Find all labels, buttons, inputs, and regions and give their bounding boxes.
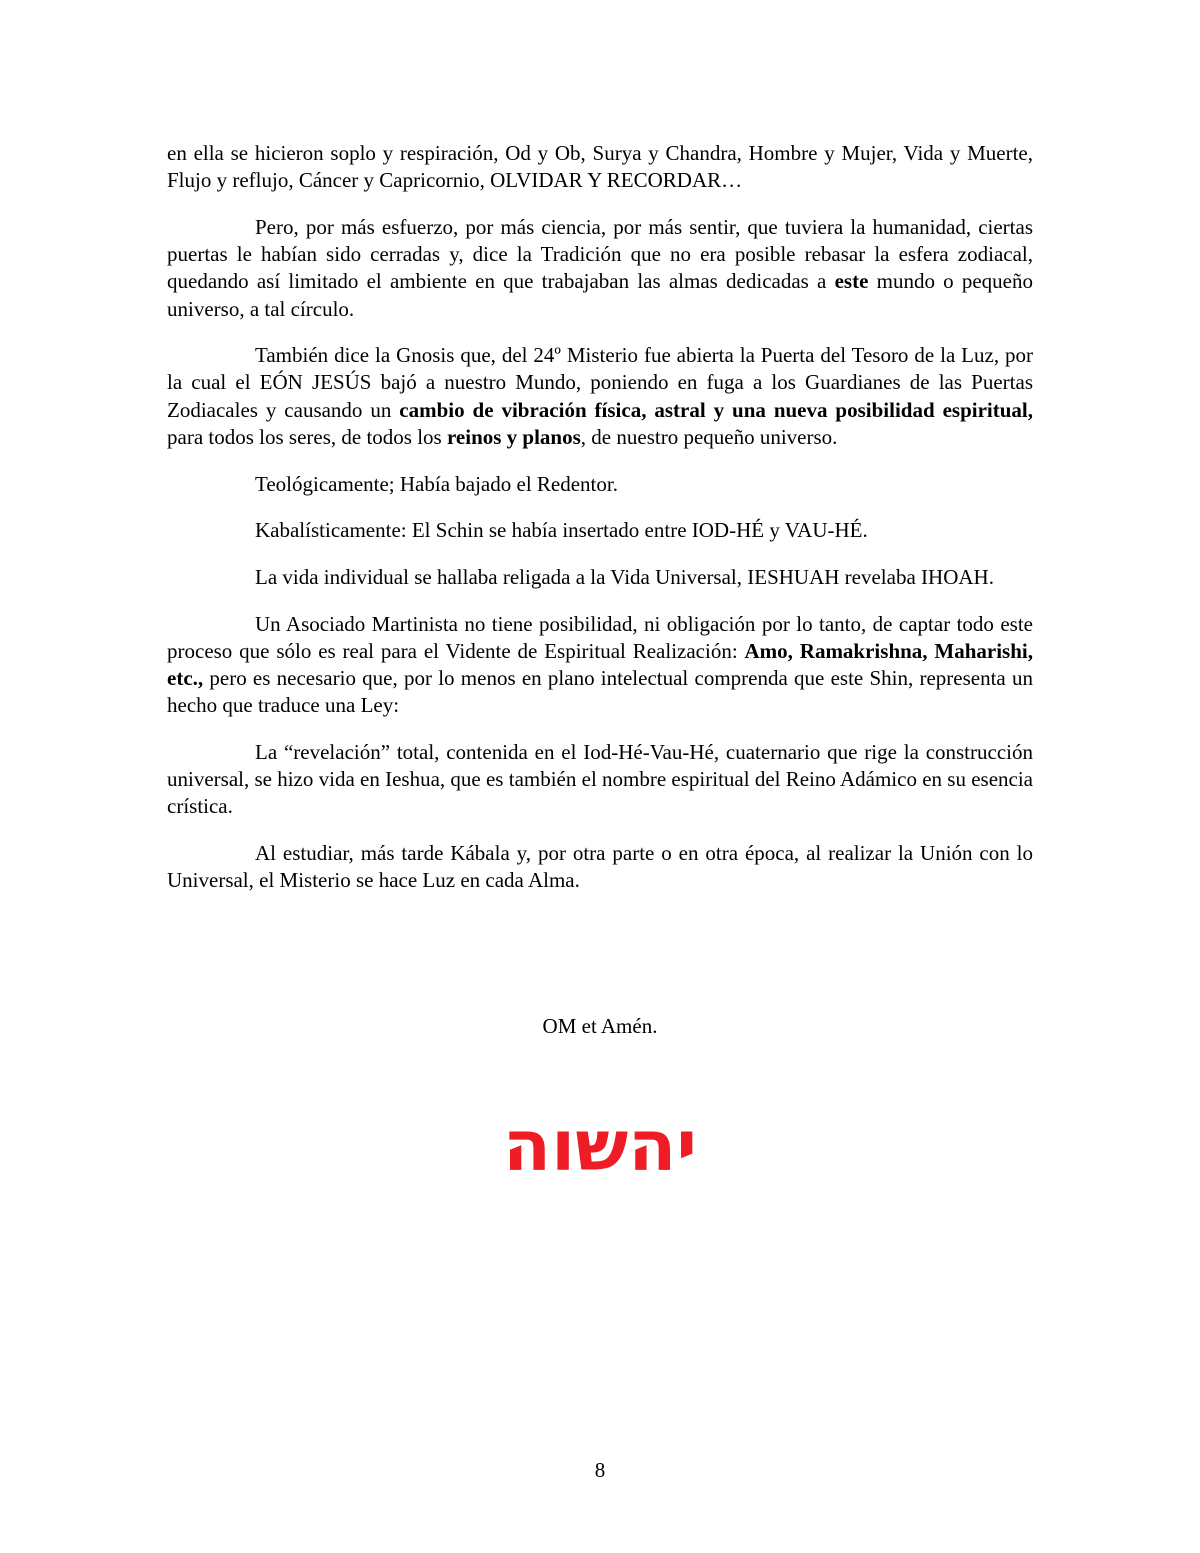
text-run: en ella se hicieron soplo y respiración, Od y Ob, Surya y Chandra, Hombre y Mujer, Vida y Muerte, Flujo y reflujo, Cáncer y Capricornio, OLVIDAR Y RECORDAR…	[167, 141, 1033, 193]
paragraph	[167, 564, 1033, 591]
text-run: Pero, por más esfuerzo, por más ciencia, por más sentir, que tuviera la humanidad, ciertas puertas le habían sido cerradas y, dice la Tradición que no era posible rebasar la esfera zodiacal, quedando así limitado el ambiente en que trabajaban las almas dedicadas a	[167, 214, 1033, 294]
bold-text: este	[834, 269, 869, 294]
text-run: para todos los seres, de todos los	[167, 424, 447, 449]
paragraph	[167, 611, 1033, 720]
paragraph	[167, 517, 1033, 544]
text-run: mundo o pequeño universo, a tal círculo.	[167, 269, 1034, 321]
text-run: La vida individual se hallaba religada a la Vida Universal, IESHUAH revelaba IHOAH.	[255, 564, 994, 589]
paragraph	[167, 471, 1033, 498]
text-run: La “revelación” total, contenida en el Iod-Hé-Vau-Hé, cuaternario que rige la construcción universal, se hizo vida en Ieshua, que es también el nombre espiritual del Reino Adámico en su esencia crística.	[167, 739, 1033, 819]
bold-text: cambio de vibración física, astral y una nueva posibilidad espiritual,	[399, 397, 1033, 422]
paragraph	[167, 739, 1033, 821]
body-text	[167, 140, 1033, 914]
hebrew-name-yeheshuah: יהשוה	[503, 1105, 697, 1187]
closing-line: OM et Amén.	[542, 1014, 658, 1038]
paragraph	[167, 840, 1033, 894]
text-run: Un Asociado Martinista no tiene posibilidad, ni obligación por lo tanto, de captar todo este proceso que sólo es real para el Vidente de Espiritual Realización:	[167, 611, 1033, 663]
text-run: Teológicamente; Había bajado el Redentor.	[255, 471, 618, 496]
text-run: También dice la Gnosis que, del 24º Misterio fue abierta la Puerta del Tesoro de la Luz, por la cual el EÓN JESÚS bajó a nuestro Mundo, poniendo en fuga a los Guardianes de las Puertas Zodiacales y causando un	[167, 343, 1033, 422]
text-run: Kabalísticamente: El Schin se había insertado entre IOD-HÉ y VAU-HÉ.	[255, 518, 868, 543]
bold-text: reinos y planos	[446, 424, 581, 449]
paragraph	[167, 342, 1033, 451]
paragraph	[167, 214, 1033, 323]
bold-text: Amo, Ramakrishna, Maharishi, etc.,	[167, 638, 1033, 691]
text-run: Al estudiar, más tarde Kábala y, por otra parte o en otra época, al realizar la Unión con lo Universal, el Misterio se hace Luz en cada Alma.	[167, 841, 1033, 893]
page-number: 8	[594, 1458, 606, 1482]
text-run: , de nuestro pequeño universo.	[580, 424, 838, 449]
text-run: pero es necesario que, por lo menos en plano intelectual comprenda que este Shin, representa un hecho que traduce una Ley:	[167, 666, 1033, 718]
paragraph	[167, 140, 1033, 194]
